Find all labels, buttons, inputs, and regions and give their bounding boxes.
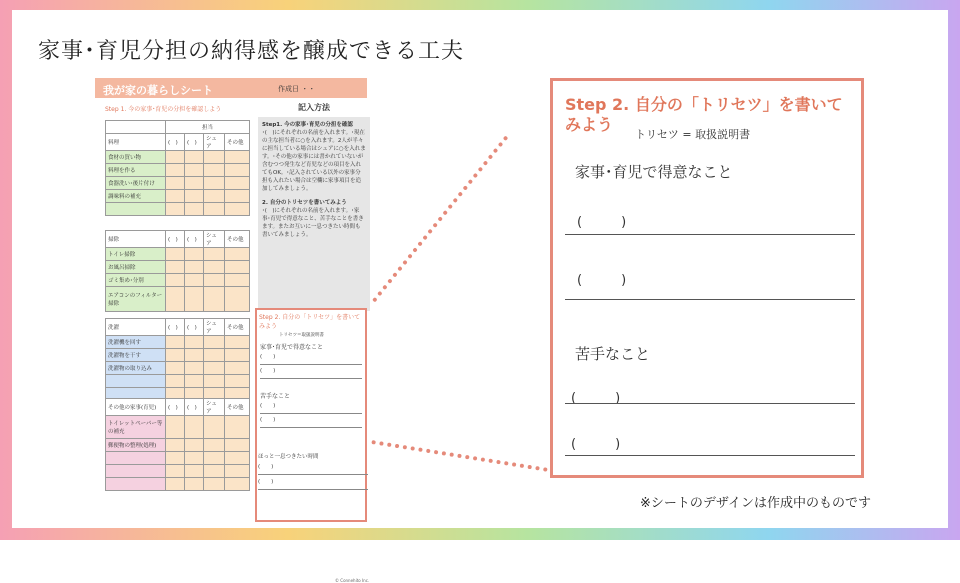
mini-rest-section [258,452,368,490]
instr-step2-title: 2. 自分のトリセツを書いてみよう [262,200,347,206]
copyright: © Connehito Inc. [335,578,370,583]
table-laundry: 洗濯 ( ) ( ) シェア その他 洗濯機を回す 洗濯物を干す 洗濯物の取り込み [105,318,250,401]
table-title: 洗濯 [106,319,166,336]
instructions-heading: 記入方法 [298,103,330,112]
zoom-panel [550,78,864,478]
mini-line: ( ) [260,351,362,365]
table-row: 調味料の補充 [106,190,250,203]
table-cooking [105,120,250,216]
instructions-box [258,117,370,311]
zoom-paren: ( ) [571,437,621,452]
footnote: ※シートのデザインは作成中のものです [640,496,871,511]
mini-good-label: 家事･育児で得意なこと [260,344,324,351]
table-title: その他の家事(育児) [106,399,166,416]
mini-line: ( ) [258,460,368,475]
mini-rest-label: ほっと一息つきたい時間 [258,454,319,460]
col-share: シェア [204,134,225,151]
table-row: 洗濯物の取り込み [106,362,250,375]
table-row: 食材の買い物 [106,151,250,164]
sheet-step1: Step 1. 今の家事･育児の分担を確認しよう [105,106,222,113]
table-other: その他の家事(育児) ( ) ( ) シェア その他 トイレットペーパー等の補充 郵便物の整理(処理) [105,398,250,491]
col-other: その他 [225,134,250,151]
instr-step2-body: ･( )にそれぞれの名前を入れます。･家事･育児で得意なこと、苦手なことを書きます。またお互いに一息つきたい時間も書いてみましょう。 [262,208,364,238]
slide-title: 家事･育児分担の納得感を醸成できる工夫 [38,39,465,64]
table-row: ゴミ集め･分別 [106,274,250,287]
instr-step1-body: ･( )にそれぞれの名前を入れます。･現在の主な担当者に○を入れます。2人が半々に担当している場合はシェアに○を入れます。･その他の家事には書かれていないが含むつつ発生など育児などの項目を入れてもOK。･記入されている以外の家事分担も入れたい場合は空欄に家事項目を追加してみましょう。 [262,130,366,192]
zoom-line [565,403,855,404]
instructions [258,96,370,311]
zoom-paren: ( ) [571,391,621,406]
zoom-line [565,455,855,456]
table-row: エアコンのフィルター掃除 [106,287,250,312]
zoom-line [565,234,855,235]
mini-line: ( ) [260,414,362,428]
col-paren: ( ) [166,134,185,151]
zoom-paren: ( ) [577,273,627,288]
sheet-title: 我が家の暮らしシート [103,84,213,97]
mini-step2-title: Step 2. 自分の「トリセツ」を書いてみよう [259,314,361,330]
table-title: 掃除 [106,231,166,248]
instr-step1-title: Step1. 今の家事･育児の分担を確認 [262,122,353,128]
table-row: トイレットペーパー等の補充 [106,416,250,439]
mini-bad-label: 苦手なこと [260,393,291,400]
zoom-bad-label: 苦手なこと [575,345,651,363]
table-row: 洗濯機を回す [106,336,250,349]
mini-line: ( ) [260,365,362,379]
zoom-good-label: 家事･育児で得意なこと [575,163,733,181]
table-row: お風呂掃除 [106,261,250,274]
mini-line: ( ) [260,400,362,414]
table-row: 郵便物の整理(処理) [106,439,250,452]
zoom-paren: ( ) [577,215,627,230]
mini-sheet [95,78,375,583]
table-row: 料理を作る [106,164,250,177]
table-row: 洗濯物を干す [106,349,250,362]
zoom-line [565,299,855,300]
col-paren: ( ) [185,134,204,151]
table-row: 食器洗い･後片付け [106,177,250,190]
table-title: 料理 [106,134,166,151]
zoom-step-title: Step 2. 自分の「トリセツ」を書いてみよう [565,95,843,134]
table-row: トイレ掃除 [106,248,250,261]
table-header-top: 担当 [166,121,250,134]
sheet-date: 作成日 ・・ [278,85,316,93]
sheet-header [95,78,367,98]
mini-subtitle: トリセツ＝取扱説明書 [279,333,324,338]
zoom-subtitle: トリセツ = 取扱説明書 [635,128,751,141]
mini-line: ( ) [258,475,368,490]
table-cleaning: 掃除 ( ) ( ) シェア その他 トイレ掃除 お風呂掃除 ゴミ集め･分別 エアコンのフィルター掃除 [105,230,250,312]
